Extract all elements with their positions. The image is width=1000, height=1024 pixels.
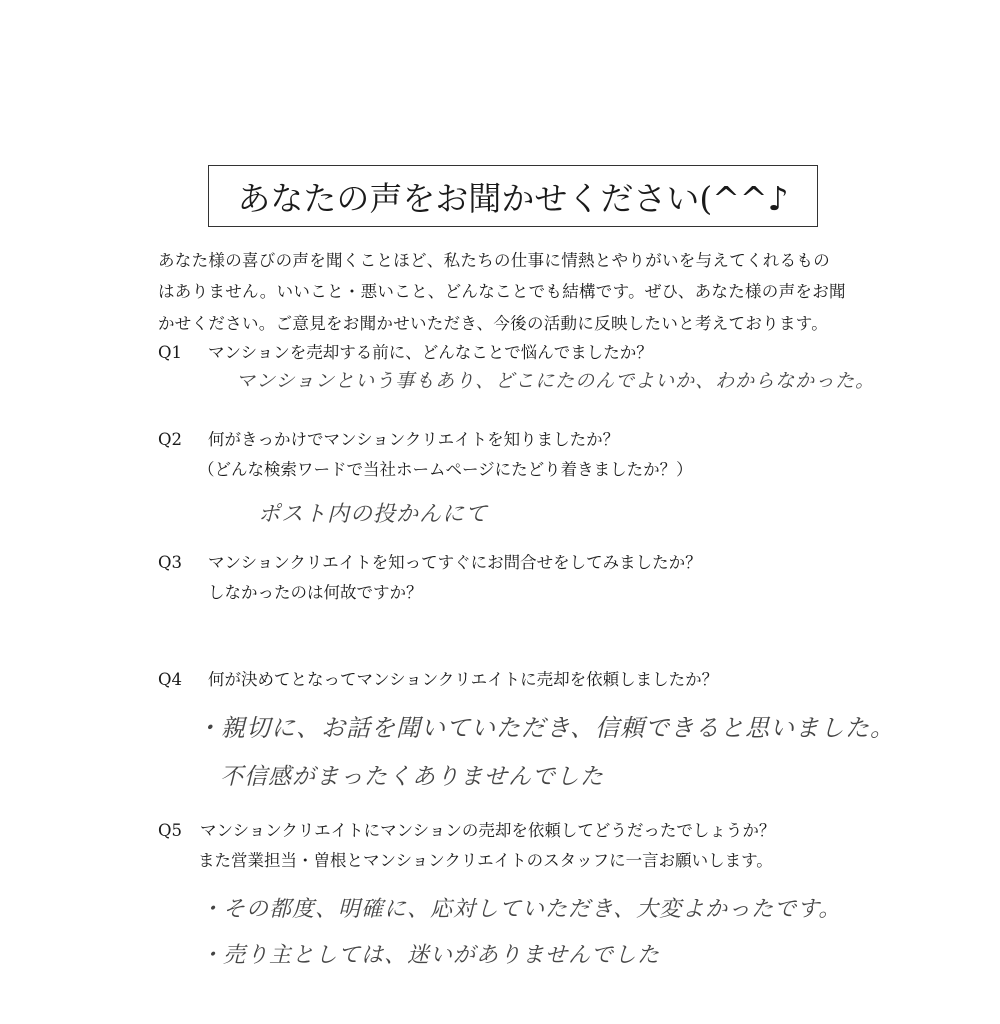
intro-line: かせください。ご意見をお聞かせいただき、今後の活動に反映したいと考えております。 — [158, 314, 829, 333]
intro-line: はありません。いいこと・悪いこと、どんなことでも結構です。ぜひ、あなた様の声をお聞 — [158, 282, 846, 301]
answer-q4-line: 不信感がまったくありませんでした — [220, 764, 604, 790]
page-title: あなたの声をお聞かせください(^^♪ — [237, 178, 789, 218]
question-2 — [158, 426, 619, 450]
question-number: Q2 — [158, 430, 183, 449]
question-5 — [158, 817, 775, 841]
question-number: Q3 — [158, 553, 183, 572]
answer-q4-line: ・親切に、お話を聞いていただき、信頼できると思いました。 — [196, 714, 896, 742]
question-number: Q4 — [158, 670, 183, 689]
answer-q2: ポスト内の投かんにて — [258, 502, 489, 527]
question-text: 何がきっかけでマンションクリエイトを知りましたか？ — [208, 430, 620, 449]
answer-q5-line: ・その都度、明確に、応対していただき、大変よかったです。 — [200, 897, 842, 922]
intro-line: あなた様の喜びの声を聞くことほど、私たちの仕事に情熱とやりがいを与えてくれるもの — [158, 251, 830, 270]
question-5-sub: また営業担当・曽根とマンションクリエイトのスタッフに一言お願いします。 — [198, 851, 773, 870]
question-3-sub: しなかったのは何故ですか？ — [208, 583, 423, 602]
question-text: マンションクリエイトを知ってすぐにお問合せをしてみましたか？ — [208, 553, 702, 572]
question-4 — [158, 666, 718, 690]
question-number: Q5 — [158, 821, 183, 840]
question-text: 何が決めてとなってマンションクリエイトに売却を依頼しましたか？ — [208, 670, 719, 689]
question-text: マンションクリエイトにマンションの売却を依頼してどうだったでしょうか？ — [200, 821, 776, 840]
question-number: Q1 — [158, 343, 183, 362]
question-1 — [158, 339, 653, 363]
page-title-box — [208, 165, 818, 227]
answer-q1: マンションという事もあり、どこにたのんでよいか、わからなかった。 — [236, 370, 876, 392]
question-text: マンションを売却する前に、どんなことで悩んでましたか？ — [208, 343, 653, 362]
question-2-sub: （どんな検索ワードで当社ホームページにたどり着きましたか？） — [198, 460, 693, 479]
answer-q5-line: ・売り主としては、迷いがありませんでした — [200, 943, 661, 968]
question-3 — [158, 549, 702, 573]
